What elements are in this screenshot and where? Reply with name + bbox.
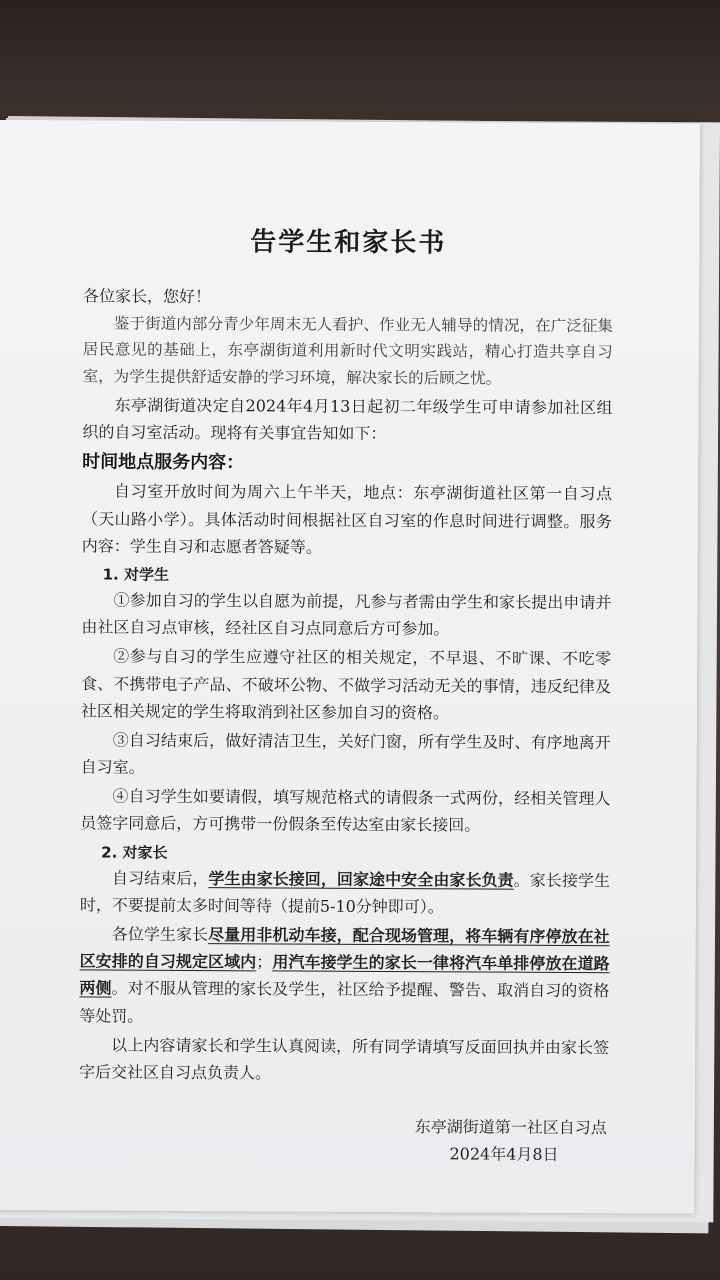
students-heading: 1. 对学生: [102, 565, 170, 584]
students-item-1: ①参加自习的学生以自愿为前提，凡参与者需由学生和家长提出申请并由社区自习点审核，经社区自习点同意后方可参加。: [81, 590, 612, 639]
parents-p2-highlight-1: 尽量用非机动车接，配合现场管理，将车辆有序停放在社区安排的自习规定区域内: [79, 925, 610, 972]
intro-paragraph-2: 东亭湖街道决定自2024年4月13日起初二年级学生可申请参加社区组织的自习室活动。现将有关事宜告知如下：: [82, 395, 613, 444]
parents-p2-text: 各位学生家长: [111, 924, 209, 945]
page-title: 告学生和家长书: [250, 227, 447, 259]
parents-p2-rest: 。对不服从管理的家长及学生，社区给予提醒、警告、取消自习的资格等处罚。: [79, 979, 610, 1026]
parents-p1-text: 自习结束后，: [111, 868, 209, 888]
signature-org: 东亭湖街道第一社区自习点: [414, 1117, 607, 1138]
signature-block: [79, 1112, 609, 1169]
parents-heading: 2. 对家长: [101, 843, 168, 862]
students-item-2: ②参与自习的学生应遵守社区的相关规定，不早退、不旷课、不吃零食、不携带电子产品、不破坏公物、不做学习活动无关的事情，违反纪律及社区相关规定的学生将取消到社区参加自习的资格。: [80, 646, 612, 723]
section-heading: 时间地点服务内容：: [82, 451, 245, 474]
students-item-3: ③自习结束后，做好清洁卫生，关好门窗，所有学生及时、有序地离开自习室。: [80, 730, 611, 777]
intro-paragraph-1: 鉴于街道内部分青少年周末无人看护、作业无人辅导的情况，在广泛征集居民意见的基础上，东亭湖街道利用新时代文明实践站，精心打造共享自习室，为学生提供舒适安静的学习环境，解决家长的后顾之忧。: [82, 314, 613, 388]
signature-date: 2024年4月8日: [449, 1144, 559, 1165]
parents-p2-separator: ；: [256, 952, 273, 972]
notice-content: [79, 220, 614, 1168]
notice-sheet: [0, 120, 700, 1214]
closing-paragraph: 以上内容请家长和学生认真阅读，所有同学请填写反面回执并由家长签字后交社区自习点负责人。: [78, 1035, 610, 1083]
students-item-4: ④自习学生如要请假，填写规范格式的请假条一式两份，经相关管理人员签字同意后，方可携带一份假条至传达室由家长接回。: [80, 786, 611, 835]
parents-p1-rest: 。家长接学生时，不要提前太多时间等待（提前5-10分钟即可）。: [79, 870, 611, 917]
salutation: 各位家长，您好！: [83, 286, 212, 307]
parents-paragraph-1: [80, 864, 610, 921]
parents-paragraph-2: [79, 920, 610, 1032]
section-body: 自习室开放时间为周六上午半天，地点：东亭湖街道社区第一自习点（天山路小学）。具体活动时间根据社区自习室的作息时间进行调整。服务内容：学生自习和志愿者答疑等。: [81, 482, 613, 557]
parents-p2-highlight-2: 用汽车接学生的家长一律将汽车单排停放在道路两侧: [79, 952, 610, 999]
parents-p1-highlight: 学生由家长接回，回家途中安全由家长负责: [208, 868, 514, 890]
